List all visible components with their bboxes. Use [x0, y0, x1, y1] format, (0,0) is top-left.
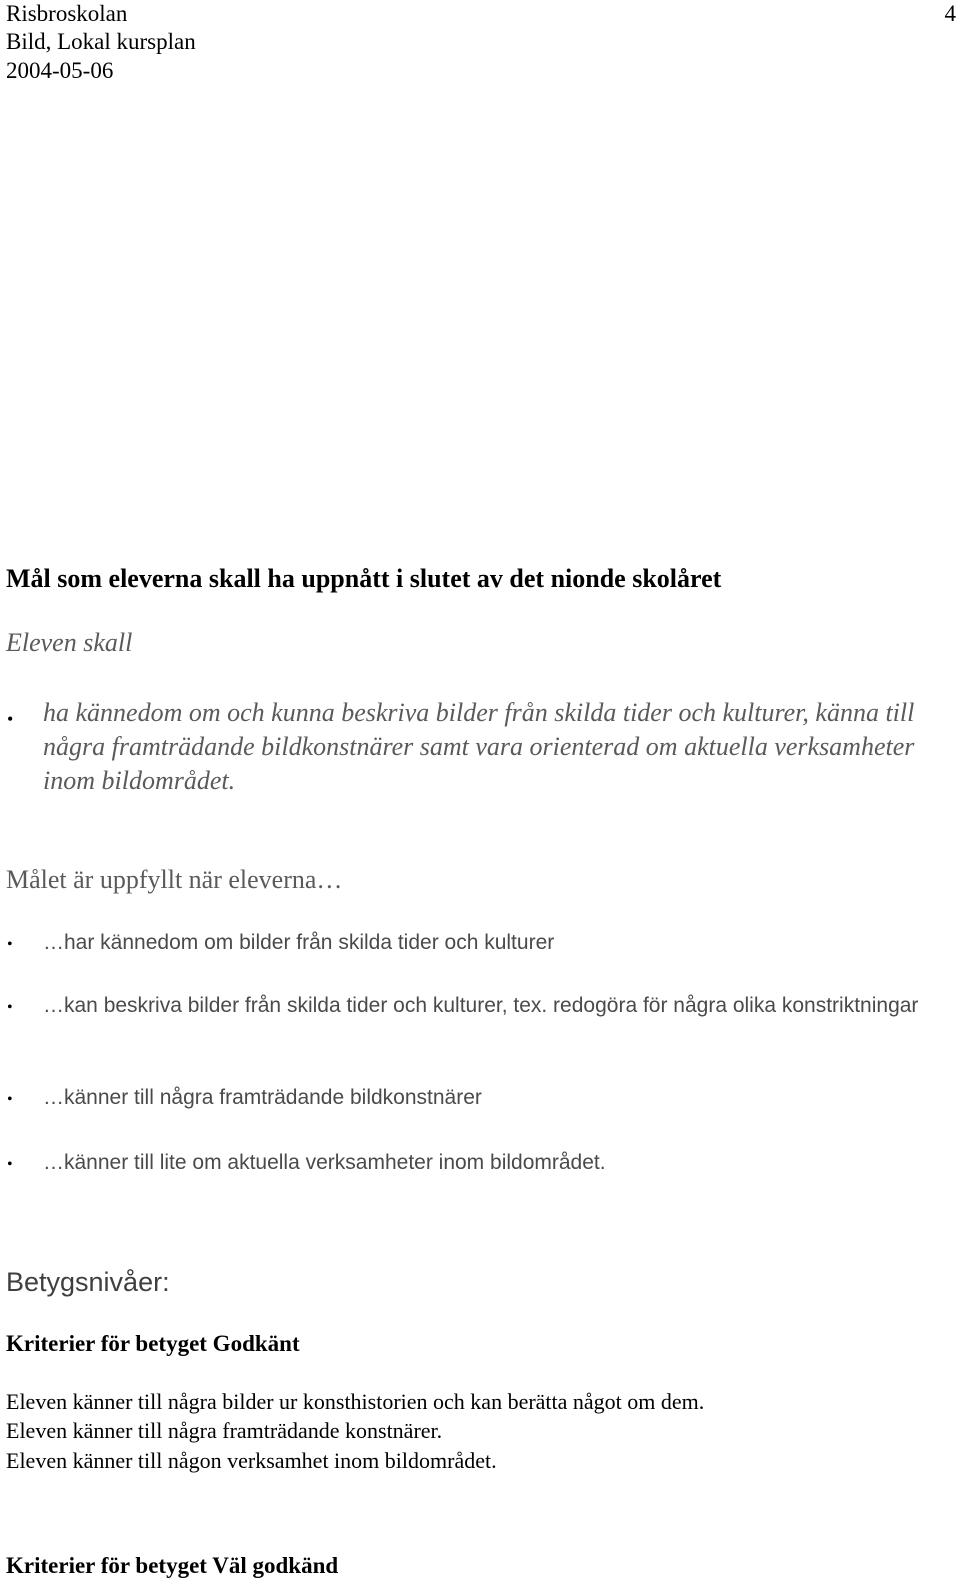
val-godkand-criteria-heading: Kriterier för betyget Väl godkänd: [6, 1553, 339, 1578]
header-school: Risbroskolan: [6, 1, 128, 26]
page-number: 4: [944, 1, 956, 26]
grade-levels-heading: Betygsnivåer:: [6, 1267, 170, 1297]
fulfilled-item: …känner till några framträdande bildkonstnärer: [43, 1086, 482, 1109]
bullet-icon: •: [7, 936, 13, 953]
godkant-criterion: Eleven känner till några framträdande konstnärer.: [6, 1418, 443, 1443]
bullet-icon: •: [7, 1091, 13, 1108]
fulfilled-heading: Målet är uppfyllt när eleverna…: [6, 865, 343, 894]
header-document-title: Bild, Lokal kursplan: [6, 29, 196, 54]
header-date: 2004-05-06: [6, 58, 114, 83]
godkant-criteria-heading: Kriterier för betyget Godkänt: [6, 1331, 300, 1356]
godkant-criterion: Eleven känner till någon verksamhet inom bildområdet.: [6, 1448, 497, 1473]
bullet-icon: •: [7, 709, 14, 729]
goals-heading: Mål som eleverna skall ha uppnått i slutet av det nionde skolåret: [6, 564, 722, 593]
bullet-icon: •: [7, 1156, 13, 1173]
goals-intro: Eleven skall: [6, 628, 133, 657]
fulfilled-item: …har kännedom om bilder från skilda tider och kulturer: [43, 931, 555, 954]
fulfilled-item: …känner till lite om aktuella verksamheter inom bildområdet.: [43, 1151, 606, 1174]
bullet-icon: •: [7, 999, 13, 1016]
goal-item: ha kännedom om och kunna beskriva bilder från skilda tider och kulturer, känna till några framträdande bildkonstnärer samt vara orienterad om aktuella verksamheter inom bildområdet.: [43, 698, 915, 795]
godkant-criterion: Eleven känner till några bilder ur konsthistorien och kan berätta något om dem.: [6, 1389, 705, 1414]
fulfilled-item: …kan beskriva bilder från skilda tider och kulturer, tex. redogöra för några olika konstriktningar: [43, 994, 919, 1017]
